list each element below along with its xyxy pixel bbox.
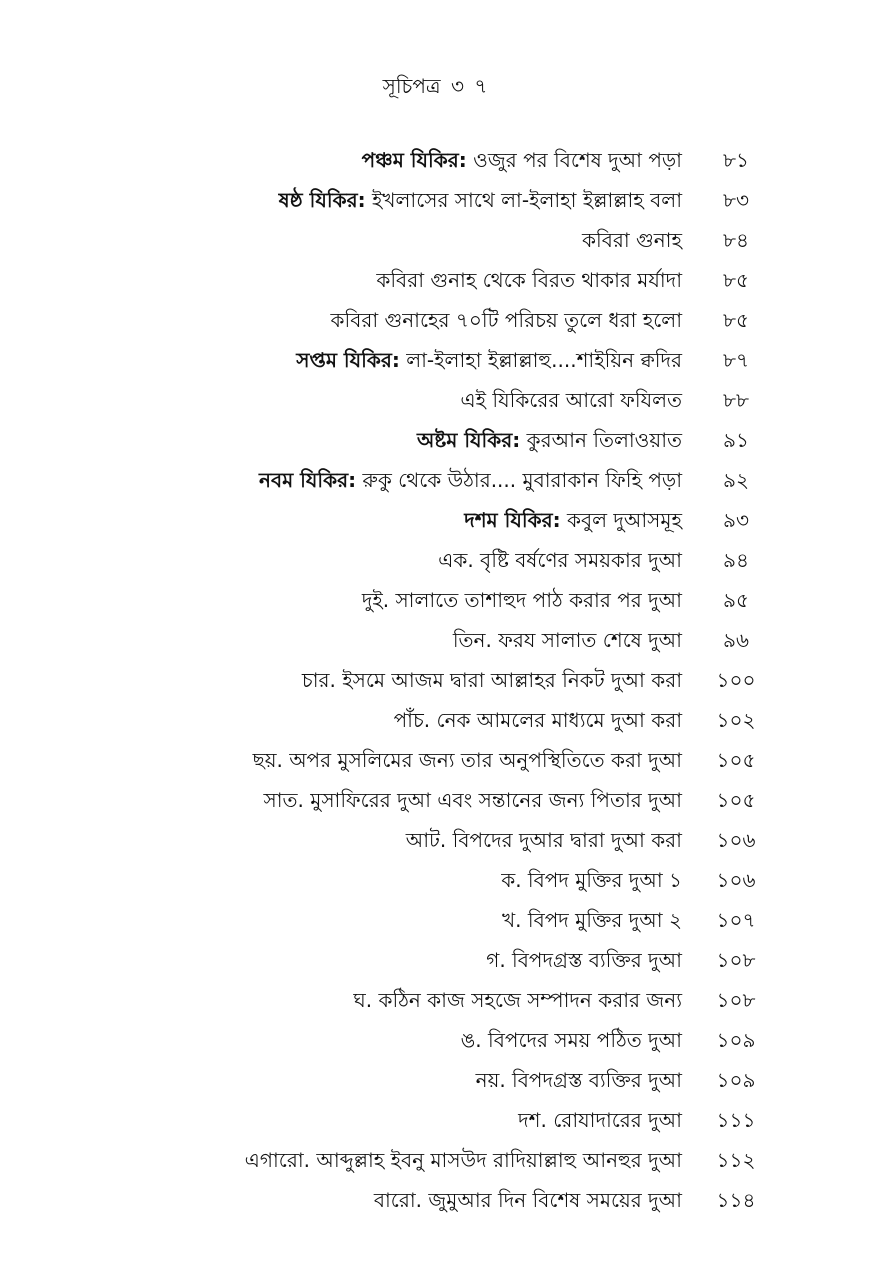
- toc-entry[interactable]: [0, 300, 870, 340]
- toc-entry-text: [245, 1140, 682, 1180]
- toc-entry-title: নয়. বিপদগ্রস্ত ব্যক্তির দুআ: [475, 1068, 682, 1092]
- toc-entry-title: কবিরা গুনাহের ৭০টি পরিচয় তুলে ধরা হলো: [330, 308, 682, 332]
- toc-entry-title: ক. বিপদ মুক্তির দুআ ১: [501, 868, 682, 892]
- toc-entry-page-number: ১০৮: [716, 988, 756, 1012]
- toc-entry-page-number: ১০৯: [716, 1028, 756, 1052]
- toc-entry[interactable]: [0, 820, 870, 860]
- toc-entry-text: [376, 260, 682, 300]
- toc-entry[interactable]: [0, 540, 870, 580]
- toc-entry-title: গ. বিপদগ্রস্ত ব্যক্তির দুআ: [486, 948, 682, 972]
- toc-entry-title: এগারো. আব্দুল্লাহ ইবনু মাসউদ রাদিয়াল্লাহু আনহুর দুআ: [244, 1148, 682, 1172]
- toc-entry-text: [353, 980, 682, 1020]
- toc-entry-title: ঙ. বিপদের সময় পঠিত দুআ: [460, 1028, 682, 1052]
- toc-entry-text: [453, 620, 682, 660]
- toc-entry-text: [582, 220, 682, 260]
- toc-entry-page-number: ১০৫: [716, 748, 756, 772]
- toc-entry-title: ওজুর পর বিশেষ দুআ পড়া: [466, 148, 682, 172]
- toc-entry-text: [259, 460, 682, 500]
- toc-entry-title: কবিরা গুনাহ থেকে বিরত থাকার মর্যাদা: [376, 268, 682, 292]
- toc-entry-page-number: ১০২: [716, 708, 756, 732]
- toc-entry-text: [330, 300, 682, 340]
- toc-entry[interactable]: [0, 500, 870, 540]
- toc-entry-text: [461, 1020, 682, 1060]
- toc-entry-page-number: ৯৪: [723, 548, 749, 572]
- toc-entry-title: লা-ইলাহা ইল্লাল্লাহু....শাইয়িন ক্বদির: [399, 348, 682, 372]
- toc-entry-title: কবিরা গুনাহ: [582, 228, 682, 252]
- toc-entry-page-number: ৮৪: [723, 228, 749, 252]
- toc-entry-label: নবম যিকির:: [259, 468, 357, 492]
- toc-entry-page-number: ১০৬: [716, 828, 756, 852]
- toc-entry-label: অষ্টম যিকির:: [416, 428, 521, 452]
- toc-entry[interactable]: [0, 900, 870, 940]
- toc-entry-page-number: ৯৫: [723, 588, 749, 612]
- toc-entry-text: [296, 340, 682, 380]
- toc-entry[interactable]: [0, 860, 870, 900]
- toc-entry-text: [476, 1060, 682, 1100]
- toc-entry-page-number: ৮১: [723, 148, 749, 172]
- toc-entry[interactable]: [0, 620, 870, 660]
- toc-entry-title: এই যিকিরের আরো ফযিলত: [460, 388, 682, 412]
- toc-entry[interactable]: [0, 220, 870, 260]
- toc-entry-title: চার. ইসমে আজম দ্বারা আল্লাহর নিকট দুআ করা: [301, 668, 682, 692]
- toc-entry[interactable]: [0, 780, 870, 820]
- toc-entry-label: ষষ্ঠ যিকির:: [278, 188, 366, 212]
- toc-entry-text: [253, 740, 682, 780]
- toc-entry-text: [374, 1180, 682, 1220]
- toc-entry-text: [518, 1100, 682, 1140]
- toc-entry-title: রুকু থেকে উঠার.... মুবারাকান ফিহি পড়া: [356, 468, 682, 492]
- toc-entry-text: [417, 420, 682, 460]
- toc-entry-text: [362, 580, 682, 620]
- toc-entry[interactable]: [0, 1180, 870, 1220]
- toc-entry-page-number: ১১২: [716, 1148, 756, 1172]
- toc-entry-text: [263, 780, 682, 820]
- toc-entry[interactable]: [0, 1060, 870, 1100]
- toc-entry-text: [501, 860, 682, 900]
- toc-entry[interactable]: [0, 420, 870, 460]
- toc-entry-title: দশ. রোযাদারের দুআ: [518, 1108, 682, 1132]
- separator-glyph: ৩: [450, 74, 464, 98]
- toc-entry-title: ঘ. কঠিন কাজ সহজে সম্পাদন করার জন্য: [353, 988, 682, 1012]
- toc-entry-text: [438, 540, 682, 580]
- toc-entry-page-number: ৮৭: [723, 348, 749, 372]
- toc-entry-page-number: ৮৩: [723, 188, 749, 212]
- toc-entry-text: [362, 140, 682, 180]
- toc-entry[interactable]: [0, 940, 870, 980]
- toc-entry-page-number: ৮৫: [723, 268, 749, 292]
- section-title: সূচিপত্র: [382, 74, 441, 98]
- toc-entry[interactable]: [0, 580, 870, 620]
- toc-entry-text: [394, 700, 682, 740]
- toc-entry-title: এক. বৃষ্টি বর্ষণের সময়কার দুআ: [438, 548, 682, 572]
- toc-entry-label: সপ্তম যিকির:: [296, 348, 400, 372]
- toc-entry-title: ছয়. অপর মুসলিমের জন্য তার অনুপস্থিতিতে করা দুআ: [252, 748, 682, 772]
- toc-entry-text: [486, 940, 682, 980]
- toc-entry-page-number: ১১১: [716, 1108, 756, 1132]
- toc-entry-text: [279, 180, 682, 220]
- toc-entry-page-number: ৮৫: [723, 308, 749, 332]
- toc-entry-page-number: ১০৫: [716, 788, 756, 812]
- toc-entry[interactable]: [0, 700, 870, 740]
- toc-entry-text: [460, 380, 682, 420]
- toc-entry-page-number: ৯৩: [723, 508, 749, 532]
- toc-entry-title: সাত. মুসাফিরের দুআ এবং সন্তানের জন্য পিতার দুআ: [263, 788, 682, 812]
- toc-entry-page-number: ৯১: [723, 428, 749, 452]
- toc-entry-title: পাঁচ. নেক আমলের মাধ্যমে দুআ করা: [393, 708, 682, 732]
- toc-entry-page-number: ৯২: [723, 468, 749, 492]
- toc-entry[interactable]: [0, 380, 870, 420]
- toc-entry-page-number: ১১৪: [716, 1188, 756, 1212]
- toc-entry-title: কুরআন তিলাওয়াত: [520, 428, 682, 452]
- toc-entry-page-number: ১০৭: [716, 908, 756, 932]
- toc-entry[interactable]: [0, 180, 870, 220]
- toc-entry[interactable]: [0, 340, 870, 380]
- toc-entry-text: [406, 820, 682, 860]
- toc-entry-title: খ. বিপদ মুক্তির দুআ ২: [502, 908, 682, 932]
- toc-entry-text: [502, 900, 682, 940]
- toc-entry[interactable]: [0, 740, 870, 780]
- toc-entry[interactable]: [0, 460, 870, 500]
- toc-entry-text: [302, 660, 682, 700]
- toc-entry-title: ইখলাসের সাথে লা-ইলাহা ইল্লাল্লাহ বলা: [365, 188, 682, 212]
- toc-entry-page-number: ৮৮: [723, 388, 749, 412]
- toc-entry[interactable]: [0, 660, 870, 700]
- toc-entry[interactable]: [0, 1140, 870, 1180]
- toc-entry[interactable]: [0, 980, 870, 1020]
- toc-entry[interactable]: [0, 140, 870, 180]
- toc-entry[interactable]: [0, 260, 870, 300]
- toc-entry-page-number: ১০৬: [716, 868, 756, 892]
- table-of-contents: [0, 140, 870, 1220]
- toc-entry-title: কবুল দুআসমূহ: [560, 508, 682, 532]
- toc-entry-title: দুই. সালাতে তাশাহুদ পাঠ করার পর দুআ: [361, 588, 682, 612]
- toc-entry[interactable]: [0, 1020, 870, 1060]
- toc-entry-page-number: ১০৮: [716, 948, 756, 972]
- running-head: [0, 72, 870, 100]
- toc-entry-page-number: ১০০: [716, 668, 756, 692]
- toc-entry-title: আট. বিপদের দুআর দ্বারা দুআ করা: [405, 828, 682, 852]
- page-number: ৭: [474, 74, 488, 98]
- toc-entry-page-number: ১০৯: [716, 1068, 756, 1092]
- toc-entry-page-number: ৯৬: [723, 628, 749, 652]
- toc-entry-label: পঞ্চম যিকির:: [361, 148, 467, 172]
- toc-entry-text: [464, 500, 682, 540]
- toc-entry-title: তিন. ফরয সালাত শেষে দুআ: [452, 628, 682, 652]
- toc-entry-title: বারো. জুমুআর দিন বিশেষ সময়ের দুআ: [373, 1188, 682, 1212]
- toc-entry[interactable]: [0, 1100, 870, 1140]
- toc-entry-label: দশম যিকির:: [464, 508, 561, 532]
